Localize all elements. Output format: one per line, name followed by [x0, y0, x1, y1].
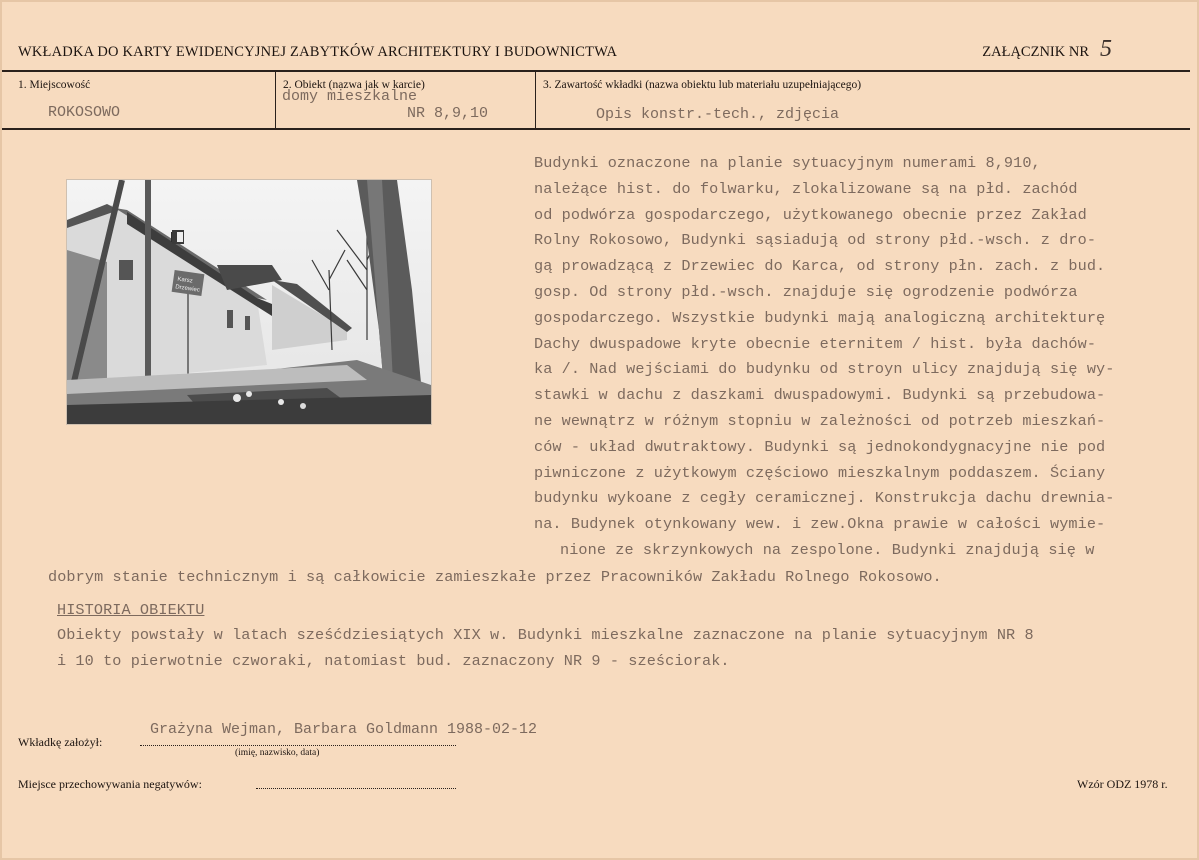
description-line: należące hist. do folwarku, zlokalizowane są na płd. zachód — [534, 179, 1078, 198]
description-line: budynku wykoane z cegły ceramicznej. Konstrukcja dachu drewnia- — [534, 489, 1115, 508]
history-line: Obiekty powstały w latach sześćdziesiątych XIX w. Budynki mieszkalne zaznaczone na planie sytuacyjnym NR 8 — [57, 626, 1034, 644]
description-line: stawki w dachu z daszkami dwuspadowymi. Budynki są przebudowa- — [534, 386, 1106, 405]
content-label: 3. Zawartość wkładki (nazwa obiektu lub materiału uzupełniającego) — [543, 79, 862, 91]
description-line: ka /. Nad wejściami do budynku od stroyn ulicy znajdują się wy- — [534, 360, 1115, 379]
description-line: od podwórza gospodarczego, użytkowanego obecnie przez Zakład — [534, 205, 1087, 224]
locality-value: ROKOSOWO — [48, 104, 121, 121]
object-value-line1: domy mieszkalne — [282, 88, 418, 105]
building-photo — [67, 180, 431, 424]
description-line: ne wewnątrz w różnym stopniu w zależności od potrzeb mieszkań- — [534, 412, 1106, 430]
description-line: Rolny Rokosowo, Budynki sąsiadują od strony płd.-wsch. z dro- — [534, 231, 1097, 250]
sign-text-line1: Karsz — [176, 276, 193, 285]
negative-storage-label: Miejsce przechowywania negatywów: — [18, 777, 202, 791]
card-title: WKŁADKA DO KARTY EWIDENCYJNEJ ZABYTKÓW ARCHITEKTURY I BUDOWNICTWA — [18, 44, 618, 60]
description-line: Budynki oznaczone na planie sytuacyjnym numerami 8,910, — [534, 154, 1041, 172]
prepared-by-dotted-line — [140, 745, 456, 746]
object-value-line2: NR 8,9,10 — [407, 105, 489, 122]
field-divider-1 — [275, 72, 276, 128]
content-value: Opis konstr.-tech., zdjęcia — [596, 106, 840, 123]
description-line: nione ze skrzynkowych na zespolone. Budynki znajdują się w — [560, 541, 1095, 559]
sign-text-line2: Drzewiec — [174, 284, 201, 294]
object-label: 2. Obiekt (nazwa jak w karcie) — [283, 79, 425, 91]
negative-storage-dotted-line — [256, 788, 456, 789]
description-line: gosp. Od strony płd.-wsch. znajduje się ogrodzenie podwórza — [534, 283, 1078, 301]
prepared-by-value: Grażyna Wejman, Barbara Goldmann 1988-02-12 — [150, 721, 538, 738]
history-line: i 10 to pierwotnie czworaki, natomiast bud. zaznaczony NR 9 - sześciorak. — [57, 652, 730, 670]
form-version: Wzór ODZ 1978 r. — [1077, 777, 1168, 791]
description-line: gą prowadzącą z Drzewiec do Karca, od strony płn. zach. z bud. — [534, 257, 1106, 276]
description-line: gospodarczego. Wszystkie budynki mają analogiczną architekturę — [534, 308, 1106, 327]
prepared-by-label: Wkładkę założył: — [18, 735, 103, 749]
description-line: na. Budynek otynkowany wew. i zew.Okna prawie w całości wymie- — [534, 515, 1106, 534]
description-line: Dachy dwuspadowe kryte obecnie eternitem / hist. była dachów- — [534, 334, 1097, 353]
field-divider-2 — [535, 72, 536, 128]
header-bottom-rule — [2, 128, 1190, 130]
description-last-line: dobrym stanie technicznym i są całkowicie zamieszkałe przez Pracowników Zakładu Rolnego Rokosowo. — [48, 568, 942, 586]
prepared-by-hint: (imię, nazwisko, data) — [235, 748, 320, 758]
locality-label: 1. Miejscowość — [18, 79, 91, 91]
description-line: ców - układ dwutraktowy. Budynki są jednokondygnacyjne nie pod — [534, 437, 1106, 456]
history-heading: HISTORIA OBIEKTU — [57, 601, 205, 619]
attachment-label: ZAŁĄCZNIK NR — [982, 44, 1089, 60]
header-top-rule — [2, 70, 1190, 72]
description-line: piwniczone z użytkowym częściowo mieszkalnym poddaszem. Ściany — [534, 463, 1106, 482]
street-photo-image — [67, 180, 431, 424]
attachment-number: 5 — [1100, 36, 1112, 62]
